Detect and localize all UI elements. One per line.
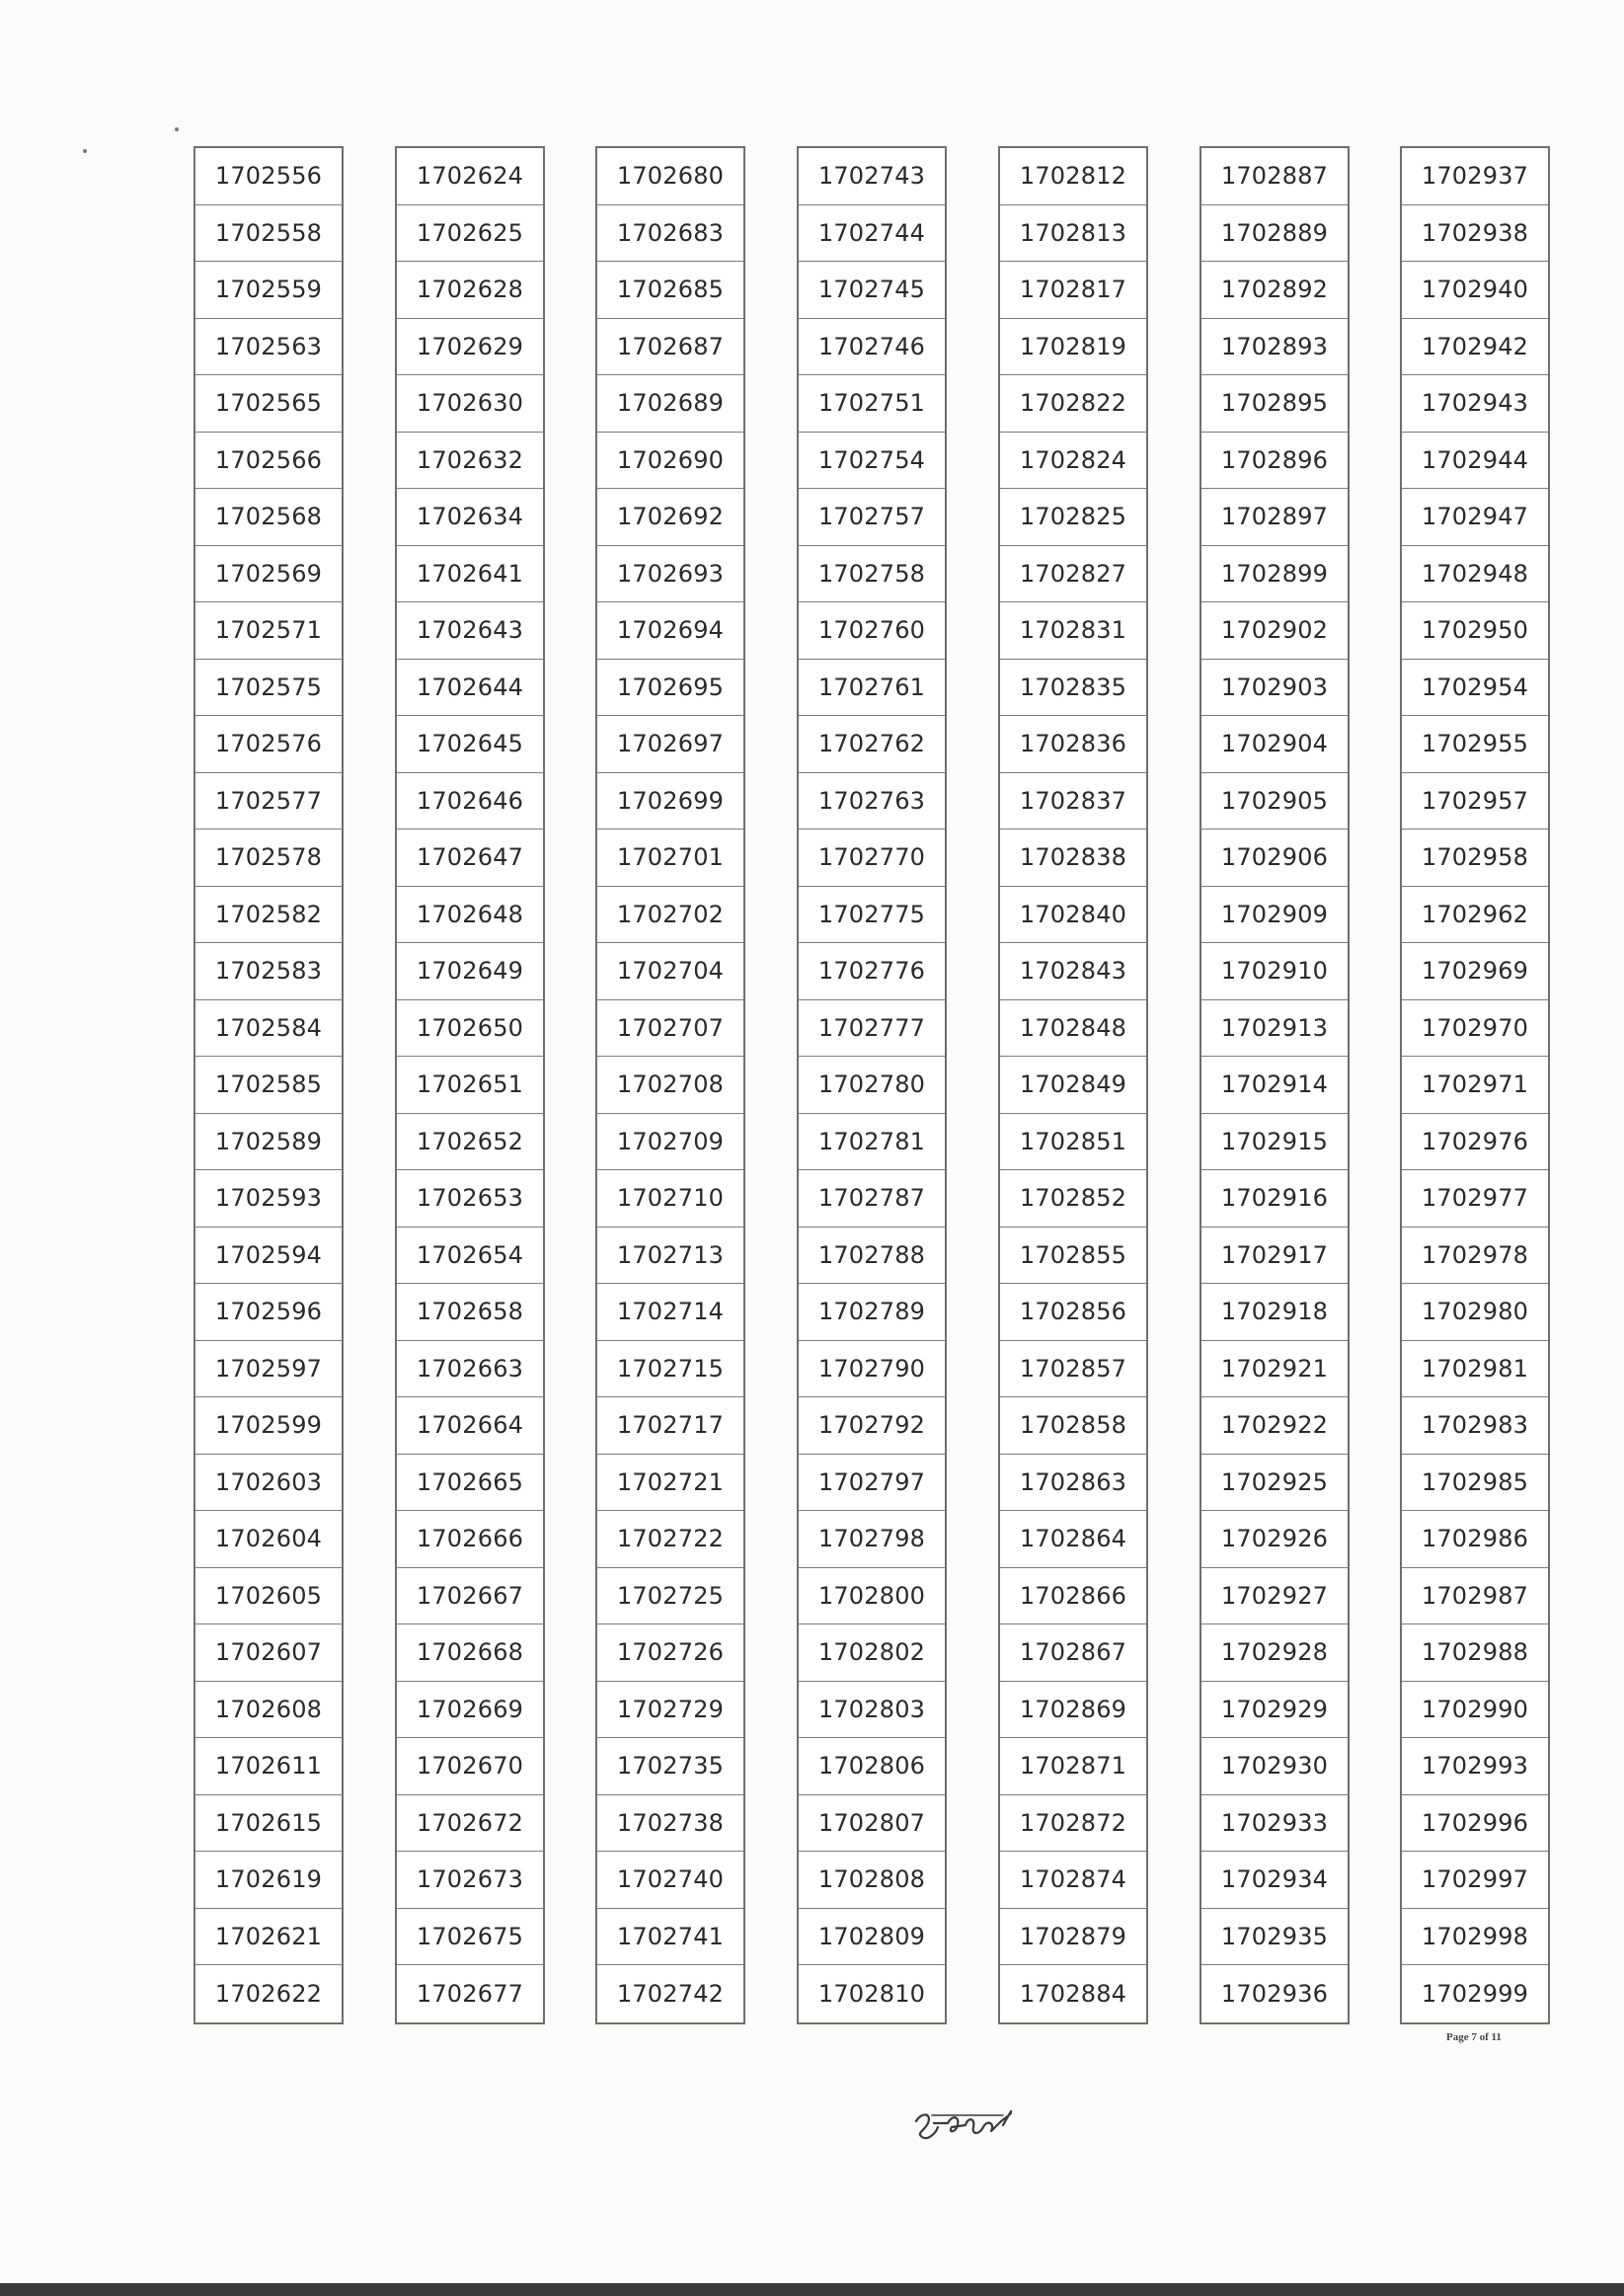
roll-number-cell: 1702611 [195, 1738, 342, 1795]
roll-number-cell: 1702576 [195, 716, 342, 773]
roll-number-cell: 1702668 [397, 1624, 543, 1682]
roll-number-cell: 1702652 [397, 1114, 543, 1171]
roll-number-cell: 1702735 [597, 1738, 743, 1795]
roll-number-cell: 1702644 [397, 660, 543, 717]
roll-number-cell: 1702757 [799, 489, 945, 546]
roll-number-cell: 1702569 [195, 546, 342, 603]
roll-number-cell: 1702874 [1000, 1852, 1146, 1909]
roll-number-cell: 1702798 [799, 1511, 945, 1568]
roll-number-cell: 1702858 [1000, 1397, 1146, 1455]
roll-number-cell: 1702852 [1000, 1170, 1146, 1227]
roll-number-cell: 1702582 [195, 887, 342, 944]
roll-number-cell: 1702869 [1000, 1682, 1146, 1739]
roll-number-cell: 1702954 [1402, 660, 1548, 717]
roll-number-cell: 1702726 [597, 1624, 743, 1682]
roll-number-cell: 1702851 [1000, 1114, 1146, 1171]
roll-number-cell: 1702584 [195, 1000, 342, 1058]
roll-number-cell: 1702694 [597, 602, 743, 660]
roll-number-cell: 1702717 [597, 1397, 743, 1455]
roll-number-cell: 1702872 [1000, 1795, 1146, 1853]
roll-number-cell: 1702990 [1402, 1682, 1548, 1739]
roll-number-cell: 1702670 [397, 1738, 543, 1795]
roll-number-cell: 1702955 [1402, 716, 1548, 773]
roll-number-cell: 1702857 [1000, 1341, 1146, 1398]
roll-number-cell: 1702806 [799, 1738, 945, 1795]
roll-number-cell: 1702687 [597, 319, 743, 376]
roll-number-cell: 1702634 [397, 489, 543, 546]
roll-number-cell: 1702926 [1201, 1511, 1348, 1568]
roll-number-cell: 1702937 [1402, 148, 1548, 205]
roll-number-cell: 1702836 [1000, 716, 1146, 773]
roll-number-cell: 1702987 [1402, 1568, 1548, 1625]
roll-number-cell: 1702849 [1000, 1057, 1146, 1114]
roll-number-cell: 1702817 [1000, 262, 1146, 319]
roll-number-cell: 1702641 [397, 546, 543, 603]
roll-number-cell: 1702970 [1402, 1000, 1548, 1058]
roll-number-cell: 1702813 [1000, 205, 1146, 263]
roll-number-cell: 1702838 [1000, 830, 1146, 887]
roll-number-cell: 1702824 [1000, 433, 1146, 490]
roll-number-cell: 1702615 [195, 1795, 342, 1853]
roll-number-cell: 1702745 [799, 262, 945, 319]
roll-number-cell: 1702902 [1201, 602, 1348, 660]
roll-number-cell: 1702948 [1402, 546, 1548, 603]
roll-number-cell: 1702950 [1402, 602, 1548, 660]
roll-number-cell: 1702704 [597, 943, 743, 1000]
roll-number-cell: 1702837 [1000, 773, 1146, 831]
roll-number-cell: 1702916 [1201, 1170, 1348, 1227]
roll-number-cell: 1702673 [397, 1852, 543, 1909]
roll-number-cell: 1702977 [1402, 1170, 1548, 1227]
roll-number-cell: 1702568 [195, 489, 342, 546]
roll-number-cell: 1702962 [1402, 887, 1548, 944]
roll-number-cell: 1702904 [1201, 716, 1348, 773]
roll-number-cell: 1702707 [597, 1000, 743, 1058]
roll-number-cell: 1702762 [799, 716, 945, 773]
roll-number-cell: 1702680 [597, 148, 743, 205]
roll-number-cell: 1702935 [1201, 1909, 1348, 1966]
roll-number-cell: 1702887 [1201, 148, 1348, 205]
roll-number-cell: 1702721 [597, 1455, 743, 1512]
roll-number-cell: 1702585 [195, 1057, 342, 1114]
number-column-5 [998, 146, 1148, 2024]
roll-number-cell: 1702558 [195, 205, 342, 263]
roll-number-cell: 1702608 [195, 1682, 342, 1739]
roll-number-cell: 1702787 [799, 1170, 945, 1227]
roll-number-cell: 1702980 [1402, 1284, 1548, 1341]
roll-number-cell: 1702607 [195, 1624, 342, 1682]
number-column-4 [797, 146, 947, 2024]
roll-number-cell: 1702754 [799, 433, 945, 490]
roll-number-cell: 1702599 [195, 1397, 342, 1455]
roll-number-cell: 1702781 [799, 1114, 945, 1171]
roll-number-cell: 1702740 [597, 1852, 743, 1909]
roll-number-cell: 1702699 [597, 773, 743, 831]
roll-number-cell: 1702647 [397, 830, 543, 887]
roll-number-cell: 1702927 [1201, 1568, 1348, 1625]
roll-number-cell: 1702993 [1402, 1738, 1548, 1795]
roll-number-cell: 1702622 [214, 1979, 323, 2008]
roll-number-cell: 1702664 [397, 1397, 543, 1455]
roll-number-cell: 1702942 [1402, 319, 1548, 376]
roll-number-cell: 1702619 [195, 1852, 342, 1909]
number-column-1 [193, 146, 344, 2024]
roll-number-cell: 1702856 [1000, 1284, 1146, 1341]
roll-number-cell: 1702604 [195, 1511, 342, 1568]
roll-number-cell: 1702871 [1000, 1738, 1146, 1795]
roll-number-cell: 1702906 [1201, 830, 1348, 887]
roll-number-cell: 1702658 [397, 1284, 543, 1341]
roll-number-cell: 1702971 [1402, 1057, 1548, 1114]
roll-number-cell: 1702790 [799, 1341, 945, 1398]
roll-number-cell: 1702827 [1000, 546, 1146, 603]
roll-number-cell: 1702938 [1402, 205, 1548, 263]
number-column-7 [1400, 146, 1550, 2024]
roll-number-cell: 1702905 [1201, 773, 1348, 831]
roll-number-cell: 1702831 [1000, 602, 1146, 660]
roll-number-cell: 1702934 [1201, 1852, 1348, 1909]
roll-number-cell: 1702944 [1402, 433, 1548, 490]
roll-number-cell: 1702788 [799, 1227, 945, 1285]
page-number-label: Page 7 of 11 [1446, 2031, 1502, 2043]
roll-number-cell: 1702866 [1000, 1568, 1146, 1625]
scan-speck [175, 127, 179, 131]
roll-number-cell: 1702563 [195, 319, 342, 376]
roll-number-cell: 1702628 [397, 262, 543, 319]
roll-number-cell: 1702792 [799, 1397, 945, 1455]
roll-number-cell: 1702921 [1201, 1341, 1348, 1398]
roll-number-cell: 1702708 [597, 1057, 743, 1114]
roll-number-cell: 1702917 [1201, 1227, 1348, 1285]
roll-number-cell: 1702653 [397, 1170, 543, 1227]
roll-number-cell: 1702693 [597, 546, 743, 603]
number-column-3 [595, 146, 745, 2024]
roll-number-cell: 1702695 [597, 660, 743, 717]
roll-number-cell: 1702897 [1201, 489, 1348, 546]
roll-number-cell: 1702702 [597, 887, 743, 944]
roll-number-cell: 1702629 [397, 319, 543, 376]
roll-number-cell: 1702800 [799, 1568, 945, 1625]
roll-number-cell: 1702936 [1220, 1979, 1329, 2008]
roll-number-cell: 1702896 [1201, 433, 1348, 490]
scan-edge-band [0, 2283, 1624, 2296]
roll-number-cell: 1702672 [397, 1795, 543, 1853]
roll-number-cell: 1702777 [799, 1000, 945, 1058]
roll-number-cell: 1702632 [397, 433, 543, 490]
roll-number-cell: 1702981 [1402, 1341, 1548, 1398]
roll-number-cell: 1702770 [799, 830, 945, 887]
roll-number-cell: 1702594 [195, 1227, 342, 1285]
roll-number-cell: 1702710 [597, 1170, 743, 1227]
roll-number-cell: 1702893 [1201, 319, 1348, 376]
roll-number-cell: 1702648 [397, 887, 543, 944]
roll-number-cell: 1702889 [1201, 205, 1348, 263]
roll-number-cell: 1702789 [799, 1284, 945, 1341]
roll-number-cell: 1702669 [397, 1682, 543, 1739]
roll-number-cell: 1702843 [1000, 943, 1146, 1000]
roll-number-cell: 1702701 [597, 830, 743, 887]
roll-number-cell: 1702940 [1402, 262, 1548, 319]
roll-number-cell: 1702825 [1000, 489, 1146, 546]
roll-number-cell: 1702650 [397, 1000, 543, 1058]
roll-number-cell: 1702729 [597, 1682, 743, 1739]
roll-number-cell: 1702809 [799, 1909, 945, 1966]
signature [908, 2094, 1037, 2153]
roll-number-cell: 1702884 [1019, 1979, 1127, 2008]
roll-number-cell: 1702986 [1402, 1511, 1548, 1568]
roll-number-cell: 1702903 [1201, 660, 1348, 717]
roll-number-cell: 1702738 [597, 1795, 743, 1853]
roll-number-cell: 1702928 [1201, 1624, 1348, 1682]
roll-number-cell: 1702867 [1000, 1624, 1146, 1682]
roll-number-cell: 1702957 [1402, 773, 1548, 831]
roll-number-cell: 1702763 [799, 773, 945, 831]
roll-number-cell: 1702649 [397, 943, 543, 1000]
roll-number-cell: 1702909 [1201, 887, 1348, 944]
roll-number-cell: 1702683 [597, 205, 743, 263]
roll-number-cell: 1702803 [799, 1682, 945, 1739]
roll-number-cell: 1702947 [1402, 489, 1548, 546]
roll-number-cell: 1702646 [397, 773, 543, 831]
roll-number-cell: 1702933 [1201, 1795, 1348, 1853]
roll-number-cell: 1702666 [397, 1511, 543, 1568]
roll-number-cell: 1702910 [1201, 943, 1348, 1000]
roll-number-cell: 1702654 [397, 1227, 543, 1285]
roll-number-cell: 1702760 [799, 602, 945, 660]
roll-number-cell: 1702835 [1000, 660, 1146, 717]
roll-number-cell: 1702651 [397, 1057, 543, 1114]
roll-number-cell: 1702976 [1402, 1114, 1548, 1171]
roll-number-cell: 1702583 [195, 943, 342, 1000]
roll-number-cell: 1702797 [799, 1455, 945, 1512]
roll-number-cell: 1702812 [1000, 148, 1146, 205]
roll-number-cell: 1702741 [597, 1909, 743, 1966]
roll-number-cell: 1702746 [799, 319, 945, 376]
roll-number-cell: 1702810 [817, 1979, 926, 2008]
roll-number-cell: 1702879 [1000, 1909, 1146, 1966]
roll-number-cell: 1702722 [597, 1511, 743, 1568]
roll-number-cell: 1702775 [799, 887, 945, 944]
roll-number-cell: 1702930 [1201, 1738, 1348, 1795]
roll-number-cell: 1702565 [195, 375, 342, 433]
roll-number-cell: 1702665 [397, 1455, 543, 1512]
roll-number-cell: 1702685 [597, 262, 743, 319]
roll-number-cell: 1702603 [195, 1455, 342, 1512]
roll-number-cell: 1702713 [597, 1227, 743, 1285]
roll-number-cell: 1702822 [1000, 375, 1146, 433]
roll-number-cell: 1702689 [597, 375, 743, 433]
roll-number-cell: 1702577 [195, 773, 342, 831]
roll-number-cell: 1702929 [1201, 1682, 1348, 1739]
roll-number-cell: 1702630 [397, 375, 543, 433]
roll-number-cell: 1702999 [1421, 1979, 1529, 2008]
roll-number-cell: 1702969 [1402, 943, 1548, 1000]
roll-number-cell: 1702913 [1201, 1000, 1348, 1058]
roll-number-cell: 1702899 [1201, 546, 1348, 603]
roll-number-cell: 1702690 [597, 433, 743, 490]
roll-number-cell: 1702864 [1000, 1511, 1146, 1568]
roll-number-cell: 1702667 [397, 1568, 543, 1625]
roll-number-cell: 1702819 [1000, 319, 1146, 376]
roll-number-cell: 1702643 [397, 602, 543, 660]
roll-number-cell: 1702758 [799, 546, 945, 603]
roll-number-cell: 1702997 [1402, 1852, 1548, 1909]
roll-number-cell: 1702996 [1402, 1795, 1548, 1853]
roll-number-cell: 1702943 [1402, 375, 1548, 433]
roll-number-cell: 1702697 [597, 716, 743, 773]
roll-number-cell: 1702559 [195, 262, 342, 319]
number-column-2 [395, 146, 545, 2024]
roll-number-cell: 1702725 [597, 1568, 743, 1625]
roll-number-cell: 1702677 [416, 1979, 524, 2008]
roll-number-cell: 1702571 [195, 602, 342, 660]
roll-number-cell: 1702744 [799, 205, 945, 263]
roll-number-cell: 1702892 [1201, 262, 1348, 319]
roll-number-cell: 1702840 [1000, 887, 1146, 944]
roll-number-cell: 1702566 [195, 433, 342, 490]
roll-number-cell: 1702914 [1201, 1057, 1348, 1114]
roll-number-cell: 1702958 [1402, 830, 1548, 887]
roll-number-cell: 1702776 [799, 943, 945, 1000]
roll-number-cell: 1702807 [799, 1795, 945, 1853]
roll-number-cell: 1702714 [597, 1284, 743, 1341]
roll-number-cell: 1702780 [799, 1057, 945, 1114]
roll-number-cell: 1702998 [1402, 1909, 1548, 1966]
roll-number-cell: 1702761 [799, 660, 945, 717]
roll-number-cell: 1702895 [1201, 375, 1348, 433]
scan-speck [83, 149, 87, 153]
roll-number-cell: 1702918 [1201, 1284, 1348, 1341]
roll-number-cell: 1702593 [195, 1170, 342, 1227]
roll-number-cell: 1702621 [195, 1909, 342, 1966]
roll-number-cell: 1702863 [1000, 1455, 1146, 1512]
roll-number-cell: 1702625 [397, 205, 543, 263]
roll-number-cell: 1702978 [1402, 1227, 1548, 1285]
roll-number-cell: 1702645 [397, 716, 543, 773]
roll-number-cell: 1702578 [195, 830, 342, 887]
number-column-6 [1199, 146, 1350, 2024]
roll-number-cell: 1702624 [397, 148, 543, 205]
roll-number-cell: 1702663 [397, 1341, 543, 1398]
roll-number-cell: 1702709 [597, 1114, 743, 1171]
roll-number-cell: 1702751 [799, 375, 945, 433]
roll-number-cell: 1702985 [1402, 1455, 1548, 1512]
roll-number-cell: 1702742 [616, 1979, 725, 2008]
roll-number-cell: 1702597 [195, 1341, 342, 1398]
roll-number-cell: 1702556 [195, 148, 342, 205]
roll-number-cell: 1702802 [799, 1624, 945, 1682]
roll-number-cell: 1702925 [1201, 1455, 1348, 1512]
roll-number-cell: 1702692 [597, 489, 743, 546]
roll-number-cell: 1702605 [195, 1568, 342, 1625]
roll-number-cell: 1702715 [597, 1341, 743, 1398]
roll-number-cell: 1702575 [195, 660, 342, 717]
roll-number-cell: 1702922 [1201, 1397, 1348, 1455]
roll-number-cell: 1702988 [1402, 1624, 1548, 1682]
roll-number-cell: 1702743 [799, 148, 945, 205]
roll-number-cell: 1702983 [1402, 1397, 1548, 1455]
roll-number-cell: 1702808 [799, 1852, 945, 1909]
roll-number-cell: 1702589 [195, 1114, 342, 1171]
roll-number-cell: 1702675 [397, 1909, 543, 1966]
roll-number-cell: 1702915 [1201, 1114, 1348, 1171]
roll-number-cell: 1702848 [1000, 1000, 1146, 1058]
roll-number-cell: 1702596 [195, 1284, 342, 1341]
roll-number-cell: 1702855 [1000, 1227, 1146, 1285]
